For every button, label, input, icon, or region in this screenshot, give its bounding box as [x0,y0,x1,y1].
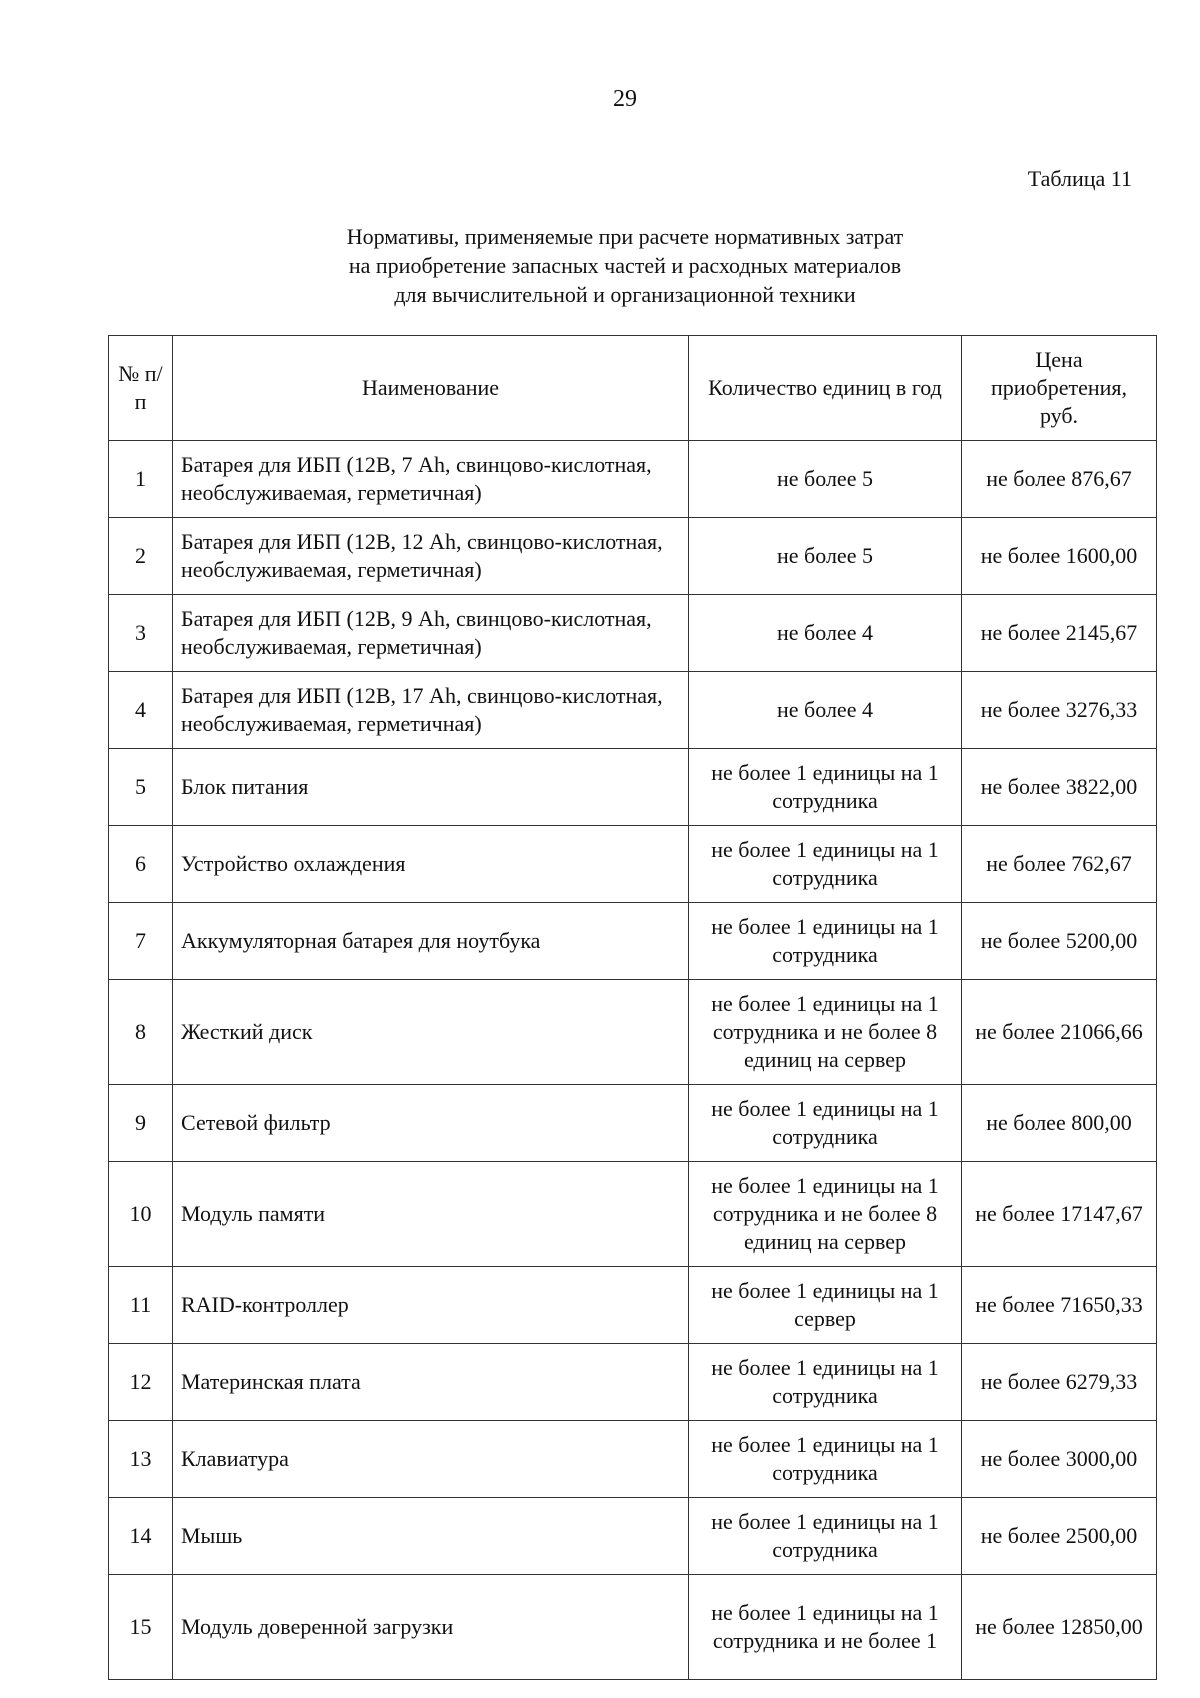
row-name: Модуль доверенной загрузки [173,1575,689,1680]
row-number: 15 [109,1575,173,1680]
header-name: Наименование [173,336,689,441]
row-quantity: не более 4 [689,595,962,672]
row-price: не более 2500,00 [962,1498,1157,1575]
table-row [109,595,1157,672]
table-row [109,749,1157,826]
row-price: не более 71650,33 [962,1267,1157,1344]
row-quantity: не более 1 единицы на 1 сотрудника [689,1344,962,1421]
table-title-line: Нормативы, применяемые при расчете нормативных затрат [346,224,904,249]
row-name: RAID-контроллер [173,1267,689,1344]
row-quantity: не более 1 единицы на 1 сотрудника и не более 1 [689,1575,962,1680]
header-price: Цена приобретения, руб. [962,336,1157,441]
row-quantity: не более 1 единицы на 1 сервер [689,1267,962,1344]
row-name: Батарея для ИБП (12В, 17 Ah, свинцово-кислотная, необслуживаемая, герметичная) [173,672,689,749]
table-row [109,441,1157,518]
row-number: 10 [109,1162,173,1267]
row-number: 8 [109,980,173,1085]
row-number: 1 [109,441,173,518]
table-row [109,518,1157,595]
row-name: Жесткий диск [173,980,689,1085]
row-name: Мышь [173,1498,689,1575]
row-price: не более 2145,67 [962,595,1157,672]
row-price: не более 800,00 [962,1085,1157,1162]
table-row [109,1498,1157,1575]
table-row [109,1421,1157,1498]
row-quantity: не более 5 [689,441,962,518]
row-price: не более 21066,66 [962,980,1157,1085]
row-name: Устройство охлаждения [173,826,689,903]
row-name: Батарея для ИБП (12В, 12 Ah, свинцово-кислотная, необслуживаемая, герметичная) [173,518,689,595]
row-name: Аккумуляторная батарея для ноутбука [173,903,689,980]
table-title-line: на приобретение запасных частей и расходных материалов [348,253,902,278]
table-row [109,1162,1157,1267]
row-quantity: не более 4 [689,672,962,749]
row-number: 12 [109,1344,173,1421]
row-number: 6 [109,826,173,903]
row-number: 13 [109,1421,173,1498]
table-row [109,980,1157,1085]
row-number: 7 [109,903,173,980]
row-quantity: не более 1 единицы на 1 сотрудника [689,903,962,980]
row-quantity: не более 1 единицы на 1 сотрудника и не более 8 единиц на сервер [689,980,962,1085]
row-quantity: не более 1 единицы на 1 сотрудника [689,749,962,826]
norms-table [108,335,1157,1680]
table-row [109,672,1157,749]
row-price: не более 876,67 [962,441,1157,518]
row-name: Модуль памяти [173,1162,689,1267]
header-num: № п/п [109,336,173,441]
row-price: не более 1600,00 [962,518,1157,595]
row-number: 14 [109,1498,173,1575]
row-price: не более 5200,00 [962,903,1157,980]
table-row [109,826,1157,903]
table-row [109,1575,1157,1680]
table-row [109,1085,1157,1162]
table-row [109,1344,1157,1421]
row-quantity: не более 1 единицы на 1 сотрудника [689,826,962,903]
header-qty: Количество единиц в год [689,336,962,441]
row-price: не более 3822,00 [962,749,1157,826]
row-price: не более 3276,33 [962,672,1157,749]
row-quantity: не более 1 единицы на 1 сотрудника [689,1498,962,1575]
row-name: Сетевой фильтр [173,1085,689,1162]
row-number: 4 [109,672,173,749]
table-title-line: для вычислительной и организационной техники [394,282,856,307]
row-name: Материнская плата [173,1344,689,1421]
row-price: не более 3000,00 [962,1421,1157,1498]
row-number: 5 [109,749,173,826]
row-price: не более 17147,67 [962,1162,1157,1267]
row-name: Блок питания [173,749,689,826]
table-title [0,222,1200,309]
row-name: Батарея для ИБП (12В, 9 Ah, свинцово-кислотная, необслуживаемая, герметичная) [173,595,689,672]
row-number: 9 [109,1085,173,1162]
row-name: Батарея для ИБП (12В, 7 Ah, свинцово-кислотная, необслуживаемая, герметичная) [173,441,689,518]
table-row [109,903,1157,980]
row-name: Клавиатура [173,1421,689,1498]
row-quantity: не более 1 единицы на 1 сотрудника и не более 8 единиц на сервер [689,1162,962,1267]
row-number: 3 [109,595,173,672]
page-number: 29 [613,86,637,112]
row-number: 11 [109,1267,173,1344]
row-number: 2 [109,518,173,595]
row-quantity: не более 5 [689,518,962,595]
table-row [109,1267,1157,1344]
table-label: Таблица 11 [1027,166,1132,191]
row-quantity: не более 1 единицы на 1 сотрудника [689,1421,962,1498]
row-price: не более 6279,33 [962,1344,1157,1421]
row-price: не более 762,67 [962,826,1157,903]
row-quantity: не более 1 единицы на 1 сотрудника [689,1085,962,1162]
table-header-row [109,336,1157,441]
row-price: не более 12850,00 [962,1575,1157,1680]
